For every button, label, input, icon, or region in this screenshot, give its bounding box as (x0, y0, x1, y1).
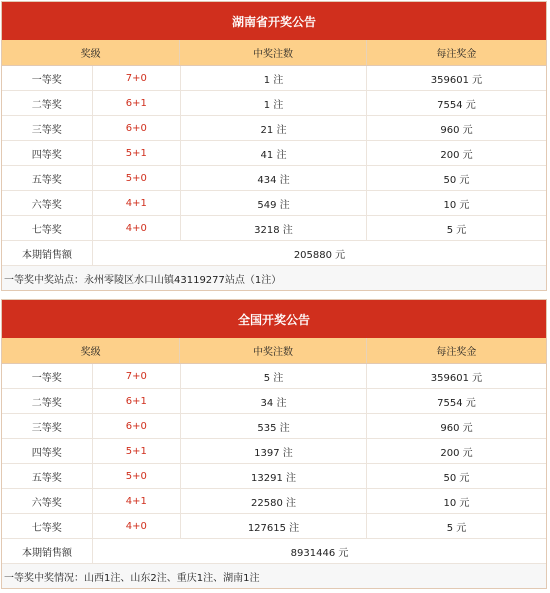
winner-count: 3218 注 (181, 216, 367, 240)
panel-title: 湖南省开奖公告 (2, 2, 546, 40)
prize-level: 五等奖 (2, 166, 93, 190)
prize-amount: 10 元 (443, 199, 470, 211)
prize-level: 五等奖 (2, 464, 93, 488)
winner-count: 535 注 (181, 414, 367, 438)
winner-count: 127615 注 (181, 514, 367, 538)
sales-label: 本期销售额 (2, 539, 93, 563)
table-row (2, 489, 546, 514)
winning-code: 7+0 (93, 364, 182, 388)
winner-note: 一等奖中奖站点：永州零陵区水口山镇43119277站点（1注） (2, 266, 546, 290)
prize-amount: 359601 元 (430, 74, 483, 86)
winning-code: 5+1 (93, 439, 182, 463)
prize-level: 六等奖 (2, 489, 93, 513)
table-row (2, 464, 546, 489)
winner-count: 1 注 (181, 66, 367, 90)
table-row (2, 66, 546, 91)
winner-count: 434 注 (181, 166, 367, 190)
winning-code: 5+1 (93, 141, 182, 165)
prize-amount: 5 元 (446, 522, 467, 534)
winning-code: 4+1 (93, 191, 182, 215)
table-row (2, 389, 546, 414)
sales-row (2, 539, 546, 564)
prize-amount: 200 元 (440, 447, 473, 459)
winner-note: 一等奖中奖情况：山西1注、山东2注、重庆1注、湖南1注 (2, 564, 546, 588)
winning-code: 5+0 (93, 464, 182, 488)
header-count: 中奖注数 (180, 40, 366, 65)
hunan-announcement-panel (1, 1, 547, 291)
winner-count: 41 注 (181, 141, 367, 165)
prize-level: 一等奖 (2, 66, 93, 90)
header-prize: 每注奖金 (436, 49, 477, 60)
table-row (2, 514, 546, 539)
table-header (2, 338, 546, 364)
prize-amount: 50 元 (443, 472, 470, 484)
prize-level: 七等奖 (2, 216, 93, 240)
prize-amount: 7554 元 (437, 99, 476, 111)
winning-code: 6+1 (93, 389, 182, 413)
table-row (2, 141, 546, 166)
sales-value: 205880 元 (293, 249, 346, 261)
sales-label: 本期销售额 (2, 241, 93, 265)
winning-code: 6+0 (93, 116, 182, 140)
winning-code: 5+0 (93, 166, 182, 190)
sales-row (2, 241, 546, 266)
panel-title: 全国开奖公告 (2, 300, 546, 338)
winner-count: 549 注 (181, 191, 367, 215)
prize-level: 四等奖 (2, 439, 93, 463)
table-row (2, 216, 546, 241)
winner-count: 21 注 (181, 116, 367, 140)
winner-count: 22580 注 (181, 489, 367, 513)
prize-level: 二等奖 (2, 91, 93, 115)
winner-count: 34 注 (181, 389, 367, 413)
header-count: 中奖注数 (180, 338, 366, 363)
table-row (2, 414, 546, 439)
prize-amount: 50 元 (443, 174, 470, 186)
winning-code: 4+1 (93, 489, 182, 513)
header-prize: 每注奖金 (436, 347, 477, 358)
prize-rows (2, 364, 546, 539)
table-row (2, 166, 546, 191)
winner-count: 1397 注 (181, 439, 367, 463)
winner-count: 13291 注 (181, 464, 367, 488)
table-row (2, 364, 546, 389)
table-row (2, 439, 546, 464)
prize-level: 三等奖 (2, 414, 93, 438)
prize-amount: 10 元 (443, 497, 470, 509)
header-level: 奖级 (2, 40, 180, 65)
prize-amount: 7554 元 (437, 397, 476, 409)
header-level: 奖级 (2, 338, 180, 363)
prize-level: 六等奖 (2, 191, 93, 215)
winning-code: 4+0 (93, 514, 182, 538)
table-header (2, 40, 546, 66)
prize-level: 七等奖 (2, 514, 93, 538)
prize-level: 四等奖 (2, 141, 93, 165)
prize-rows (2, 66, 546, 241)
winning-code: 4+0 (93, 216, 182, 240)
prize-level: 一等奖 (2, 364, 93, 388)
prize-amount: 200 元 (440, 149, 473, 161)
prize-amount: 960 元 (440, 422, 473, 434)
winning-code: 7+0 (93, 66, 182, 90)
prize-level: 三等奖 (2, 116, 93, 140)
winning-code: 6+1 (93, 91, 182, 115)
table-row (2, 116, 546, 141)
prize-amount: 5 元 (446, 224, 467, 236)
table-row (2, 191, 546, 216)
prize-level: 二等奖 (2, 389, 93, 413)
sales-value: 8931446 元 (290, 547, 349, 559)
winner-count: 1 注 (181, 91, 367, 115)
table-row (2, 91, 546, 116)
national-announcement-panel (1, 299, 547, 589)
winner-count: 5 注 (181, 364, 367, 388)
prize-amount: 359601 元 (430, 372, 483, 384)
prize-amount: 960 元 (440, 124, 473, 136)
winning-code: 6+0 (93, 414, 182, 438)
